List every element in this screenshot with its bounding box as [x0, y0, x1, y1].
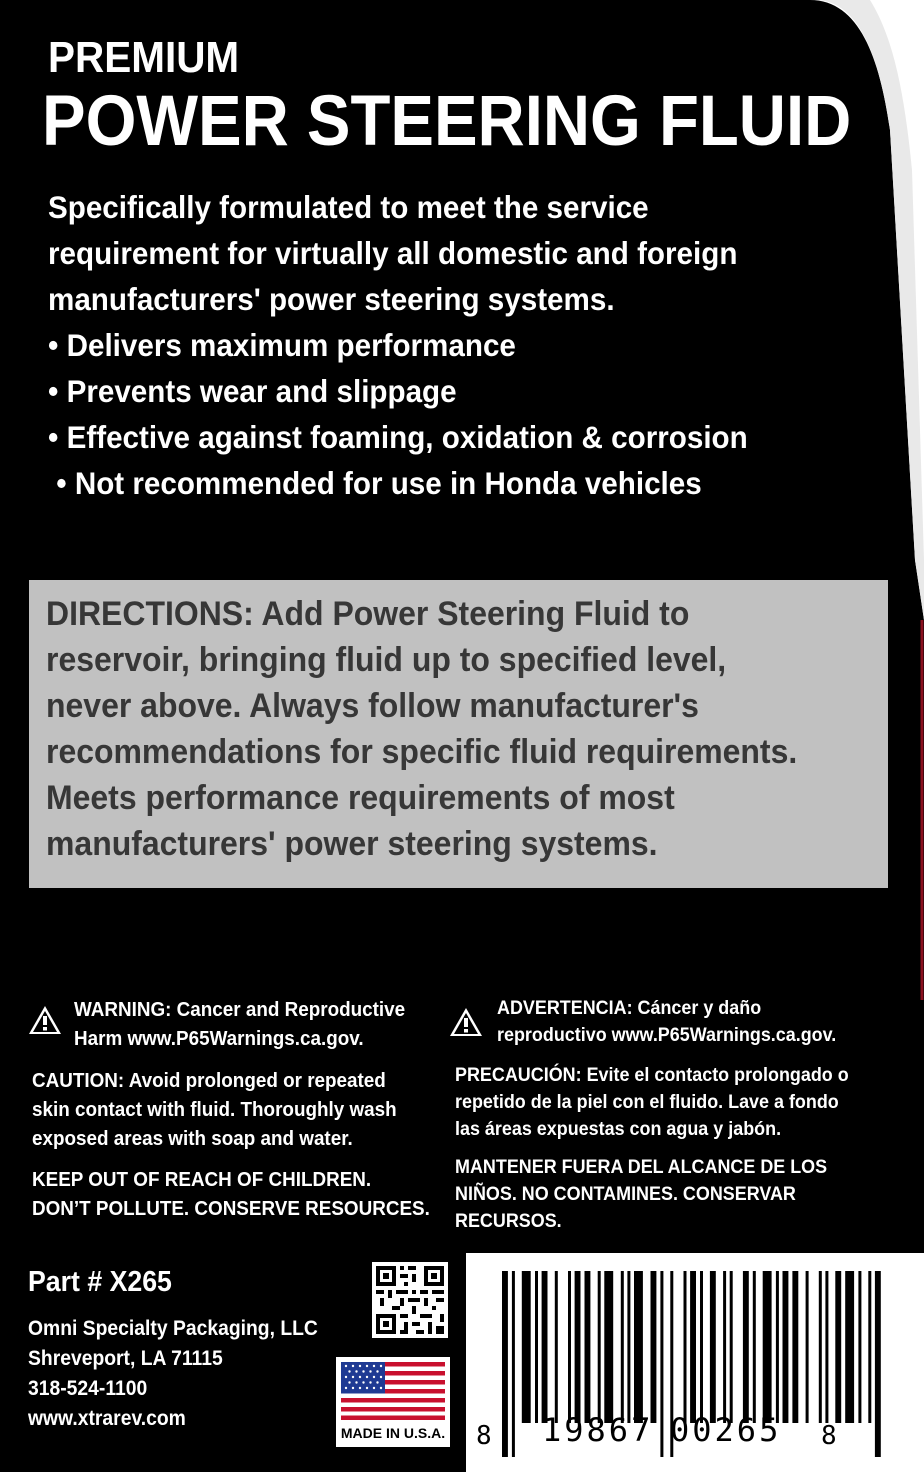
barcode-bar	[690, 1271, 696, 1423]
barcode-bar	[763, 1271, 772, 1423]
keep-away-line-es: MANTENER FUERA DEL ALCANCE DE LOS	[455, 1156, 828, 1178]
company-name: Omni Specialty Packaging, LLC	[28, 1317, 318, 1340]
barcode-bar	[819, 1271, 822, 1423]
made-in-usa-badge	[336, 1357, 450, 1447]
warning-triangle-icon	[448, 1006, 484, 1038]
part-number: Part # X265	[28, 1266, 172, 1298]
barcode-panel	[466, 1253, 924, 1472]
product-name: POWER STEERING FLUID	[42, 82, 852, 161]
keep-away-line-es: NIÑOS. NO CONTAMINES. CONSERVAR	[455, 1183, 796, 1205]
directions-line: DIRECTIONS: Add Power Steering Fluid to	[46, 595, 690, 633]
company-website: www.xtrarev.com	[28, 1407, 186, 1430]
barcode-bar	[575, 1271, 581, 1423]
barcode-bar	[825, 1271, 828, 1423]
directions-line: never above. Always follow manufacturer's	[46, 687, 699, 725]
description-line: requirement for virtually all domestic and foreign	[48, 235, 738, 271]
keep-away-line: KEEP OUT OF REACH OF CHILDREN.	[32, 1168, 372, 1191]
barcode-left-group: 19867	[542, 1411, 654, 1449]
barcode-bar	[753, 1271, 756, 1423]
description-line: manufacturers' power steering systems.	[48, 281, 615, 317]
barcode-bar	[634, 1271, 643, 1423]
barcode-bar	[684, 1271, 687, 1423]
caution-line: CAUTION: Avoid prolonged or repeated	[32, 1069, 386, 1092]
directions-line: recommendations for specific fluid requirements.	[46, 733, 798, 771]
barcode-bar	[621, 1271, 624, 1423]
barcode-bar	[783, 1271, 789, 1423]
feature-item: • Not recommended for use in Honda vehicles	[48, 465, 702, 501]
barcode-bar	[660, 1271, 663, 1457]
barcode-bar	[776, 1271, 779, 1423]
barcode-first-digit: 8	[476, 1421, 492, 1451]
caution-line-es: las áreas expuestas con agua y jabón.	[455, 1118, 782, 1140]
caution-line: skin contact with fluid. Thoroughly wash	[32, 1098, 397, 1121]
barcode-bar	[512, 1271, 515, 1457]
barcode-bar	[700, 1271, 703, 1423]
barcode-bar	[858, 1271, 861, 1423]
warning-line: WARNING: Cancer and Reproductive	[74, 998, 406, 1021]
barcode-right-group: 00265	[670, 1411, 782, 1449]
warning-line: Harm www.P65Warnings.ca.gov.	[74, 1027, 364, 1050]
company-city: Shreveport, LA 71115	[28, 1347, 223, 1370]
barcode-bar	[651, 1271, 657, 1423]
keep-away-line: DON’T POLLUTE. CONSERVE RESOURCES.	[32, 1197, 430, 1220]
barcode-bar	[555, 1271, 558, 1423]
barcode-bar	[868, 1271, 871, 1423]
barcode-bar	[743, 1271, 749, 1423]
barcode-bar	[585, 1271, 591, 1423]
qr-code-icon	[372, 1262, 448, 1338]
barcode-bar	[806, 1271, 809, 1423]
barcode-bar	[875, 1271, 881, 1457]
feature-item: • Effective against foaming, oxidation & corrosion	[48, 419, 748, 455]
barcode-bar	[730, 1271, 733, 1423]
barcode-bar	[835, 1271, 841, 1423]
barcode-bar	[604, 1271, 613, 1423]
caution-line-es: repetido de la piel con el fluido. Lave a fondo	[455, 1091, 839, 1113]
caution-line: exposed areas with soap and water.	[32, 1127, 353, 1150]
product-grade: PREMIUM	[48, 33, 240, 82]
feature-item: • Delivers maximum performance	[48, 327, 516, 363]
directions-line: manufacturers' power steering systems.	[46, 825, 658, 863]
keep-away-line-es: RECURSOS.	[455, 1210, 562, 1232]
directions-line: reservoir, bringing fluid up to specified level,	[46, 641, 727, 679]
warning-line-es: ADVERTENCIA: Cáncer y daño	[497, 997, 762, 1019]
barcode-bar	[598, 1271, 601, 1423]
barcode-bar	[535, 1271, 538, 1423]
barcode-bar	[845, 1271, 854, 1423]
feature-item: • Prevents wear and slippage	[48, 373, 457, 409]
barcode-bar	[542, 1271, 548, 1423]
made-in-label: MADE IN U.S.A.	[340, 1425, 446, 1441]
description-line: Specifically formulated to meet the service	[48, 189, 649, 225]
barcode-bar	[568, 1271, 571, 1423]
barcode-last-digit: 8	[821, 1421, 837, 1451]
barcode-bar	[502, 1271, 508, 1457]
barcode-bar	[522, 1271, 531, 1423]
company-phone: 318-524-1100	[28, 1377, 148, 1400]
warning-line-es: reproductivo www.P65Warnings.ca.gov.	[497, 1024, 837, 1046]
barcode-bar	[792, 1271, 798, 1423]
warning-triangle-icon	[27, 1004, 63, 1036]
barcode-bar	[627, 1271, 630, 1423]
us-flag-icon	[341, 1362, 445, 1420]
barcode-bar	[723, 1271, 726, 1423]
barcode-bar	[710, 1271, 716, 1423]
caution-line-es: PRECAUCIÓN: Evite el contacto prolongado o	[455, 1064, 849, 1086]
directions-line: Meets performance requirements of most	[46, 779, 675, 817]
